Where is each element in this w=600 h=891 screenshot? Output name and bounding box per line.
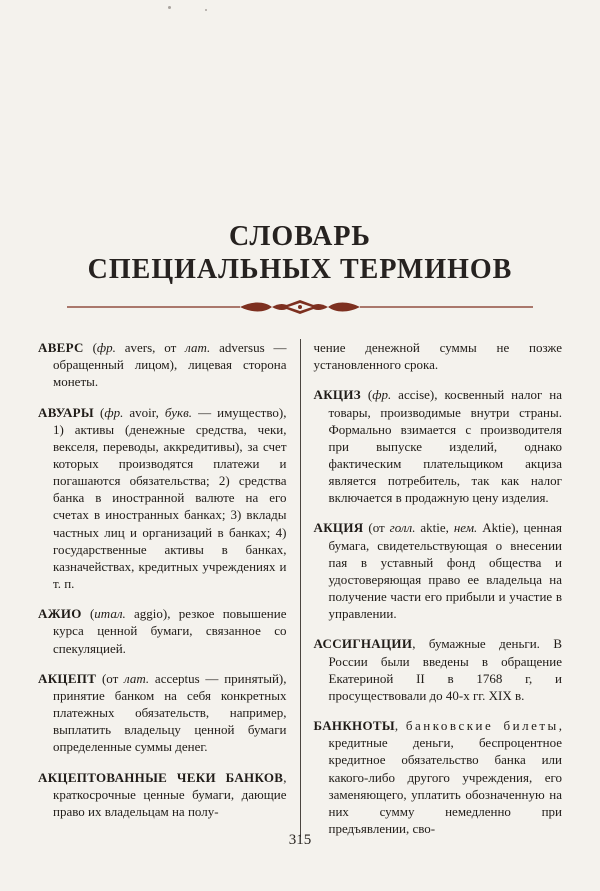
dictionary-entry-avers (38, 339, 287, 390)
page-number: 315 (288, 832, 312, 848)
entry-term: АКЦИЯ (313, 520, 364, 536)
title-line-2: СПЕЦИАЛЬНЫХ ТЕРМИНОВ (87, 254, 513, 286)
dictionary-entry-banknoty (314, 717, 563, 837)
entry-continuation: чение денежной суммы не позже установленного срока. (313, 340, 562, 373)
entry-definition: (фр. avoir, букв. — имущество), 1) активы (денежные средства, чеки, векселя, переводы, аккредитивы), за счет которых производятся платежи и погашаются обязательства; 2) средства банка в иностранной валюте на его счетах в иностранных банках; 3) вклады частных лиц и организаций в банках; 4) государственные активы в банках, казначействах, кредитных учреждениях и т. п. (53, 404, 287, 592)
dictionary-entry-avuary (38, 404, 287, 593)
two-column-text (0, 339, 600, 837)
left-column (38, 339, 300, 837)
dictionary-entry-akciya (314, 519, 563, 622)
entry-definition: , краткосрочные ценные бумаги, дающие право их владельцам на полу- (53, 769, 287, 819)
entry-definition: (фр. accise), косвенный налог на товары, производимые внутри страны. Формально взимается с производителя при выпуске изделий, однако фактическим плательщиком акциза является потребитель, так как налог включается в продажную цену изделия. (328, 387, 562, 506)
entry-definition: , банковские билеты, кредитные деньги, беспроцентное кредитное обязательство банка или какого-либо другого учреждения, его заменяющего, уплатить обозначенную на них сумму немедленно при предъявлении, сво- (328, 718, 562, 836)
page-title (0, 0, 600, 286)
entry-term: АКЦЕПТ (38, 670, 97, 686)
entry-definition: (от голл. aktie, нем. Aktie), ценная бумага, свидетельствующая о внесении пая в уставный фонд общества и удостоверяющая право ее владельца на получение части его прибыли и участие в управлении. (328, 520, 563, 622)
entry-term: АЖИО (38, 606, 82, 622)
entry-definition: (итал. aggio), резкое повышение курса ценной бумаги, связанное со спекуляцией. (53, 606, 287, 656)
title-line-1: СЛОВАРЬ (229, 221, 371, 252)
entry-term: АКЦИЗ (313, 387, 361, 403)
dictionary-entry-akceptovannye-cheki (38, 769, 287, 820)
ornament-divider (0, 299, 600, 317)
dictionary-entry-akcept (38, 670, 287, 756)
dictionary-entry-azhio (38, 605, 287, 656)
right-column (301, 339, 563, 837)
entry-term: АССИГНАЦИИ (313, 636, 413, 652)
entry-definition: (от лат. acceptus — принятый), принятие банком на себя конкретных платежных обязательств, например, выплатить владельцу ценной бумаги определенные суммы денег. (53, 670, 287, 755)
scan-speck (168, 6, 171, 9)
entry-term: АВУАРЫ (38, 404, 94, 420)
entry-term: АКЦЕПТОВАННЫЕ ЧЕКИ БАНКОВ (38, 769, 284, 785)
entry-term: АВЕРС (38, 340, 84, 356)
entry-definition: , бумажные деньги. В России были введены в обращение Екатериной II в 1768 г, и просуществовали до 40-х гг. XIX в. (328, 636, 562, 703)
dictionary-entry-assignacii (314, 635, 563, 704)
ornament-icon (65, 299, 535, 315)
entry-term: БАНКНОТЫ (313, 718, 395, 734)
dictionary-entry-akciz (314, 386, 563, 506)
entry-definition: (фр. avers, от лат. adversus — обращенный лицом), лицевая сторона монеты. (53, 340, 287, 390)
scan-speck (205, 9, 207, 11)
